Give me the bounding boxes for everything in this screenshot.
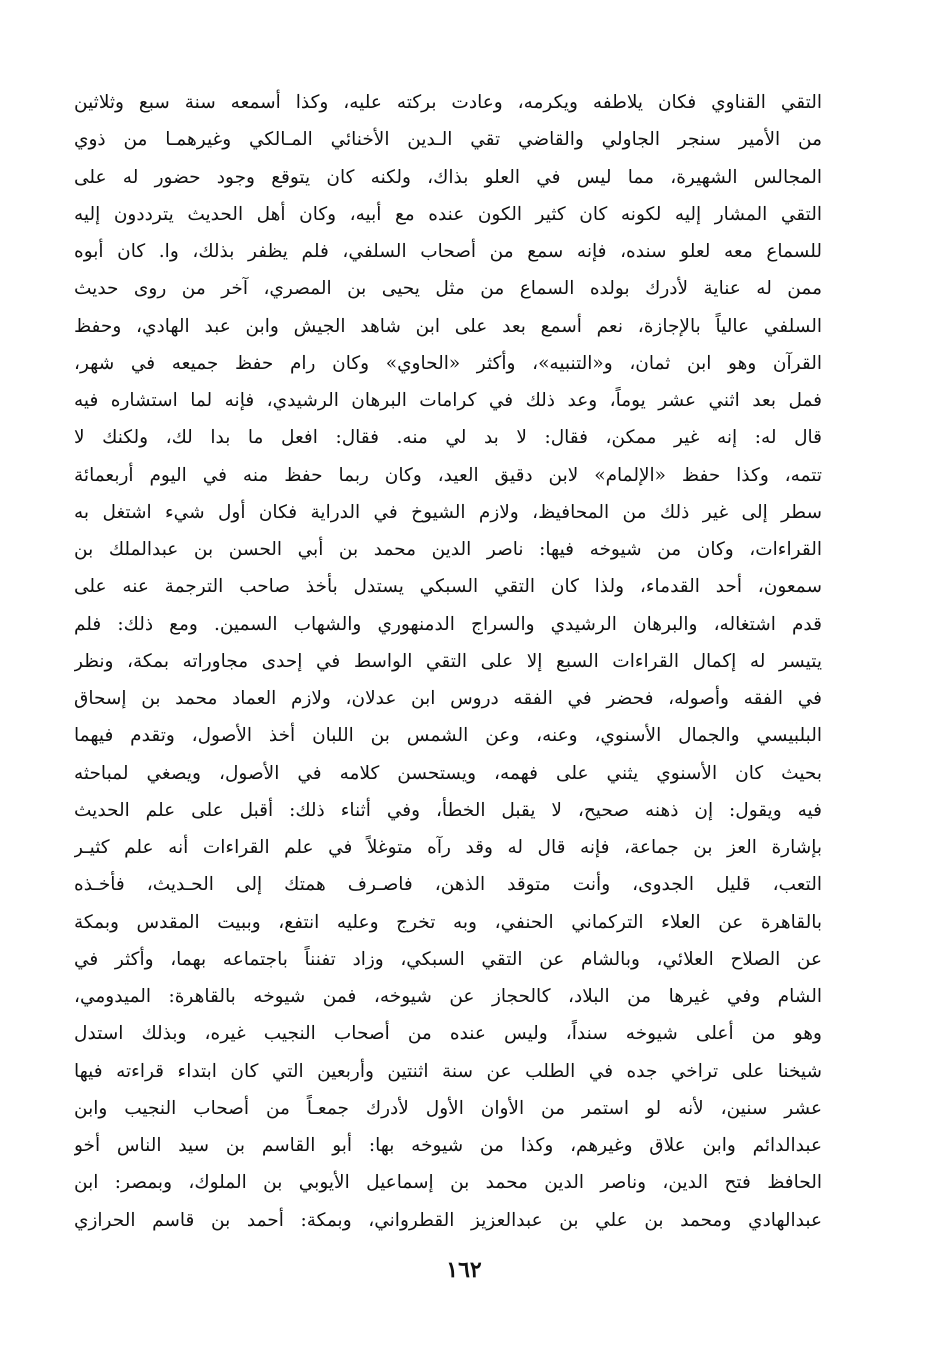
text-line: سطر إلى غير ذلك من المحافيظ، ولازم الشيوخ في الدراية فكان أول شيء اشتغل به <box>74 501 822 523</box>
body-text <box>74 84 822 1239</box>
text-line: في الفقه وأصوله، فحضر في الفقه دروس ابن عدلان، ولازم العماد محمد بن إسحاق <box>74 688 822 709</box>
text-line: السلفي عالياً بالإجازة، نعم أسمع بعد على ابن شاهد الجيش وابن عبد الهادي، وحفظ <box>74 315 822 337</box>
text-line: المجالس الشهيرة، مما ليس في العلو بذاك، ولكنه كان يتوقع وجود حضور له على <box>74 166 822 188</box>
text-line: تتمه، وكذا حفظ «الإلمام» لابن دقيق العيد، وكان ربما حفظ منه في اليوم أربعمائة <box>74 464 822 486</box>
text-line: يتيسر له إكمال القراءات السبع إلا على التقي الواسط في إحدى مجاوراته بمكة، ونظر <box>74 650 822 672</box>
text-line: بحيث كان الأسنوي يثني على فهمه، ويستحسن كلامه في الأصول، ويصغي لمباحثه <box>74 762 822 784</box>
text-line: البلبيسي والجمال الأسنوي، وعنه، وعن الشمس بن اللبان أخذ الأصول، وتقدم فيهما <box>74 725 822 747</box>
text-line: التعب، قليل الجدوى، وأنت متوقد الذهن، فاصـرف همتك إلى الحـديث، فأخـذه <box>74 874 822 896</box>
text-line: الحافظ فتح الدين، وناصر الدين محمد بن إسماعيل الأيوبي بن الملوك، وبمصر: ابن <box>74 1172 822 1194</box>
text-line: سمعون، أحد القدماء، ولذا كان التقي السبكي يستدل بأخذ صاحب الترجمة عنه على <box>74 576 822 598</box>
text-line: للسماع معه لعلو سنده، فإنه سمع من أصحاب السلفي، فلم يظفر بذلك، وا. كان أبوه <box>74 241 822 262</box>
text-line: القراءات، وكان من شيوخه فيها: ناصر الدين محمد بن أبي الحسن بن عبدالملك بن <box>74 539 822 560</box>
text-line: من الأمير سنجر الجاولي والقاضي تقي الـدين الأخنائي المـالكي وغيرهمـا من ذوي <box>74 129 822 151</box>
text-line: وهو من أعلى شيوخه سنداً، وليس عنده من أصحاب النجيب غيره، وبذلك استدل <box>74 1023 822 1045</box>
text-line: التقي القناوي فكان يلاطفه ويكرمه، وعادت بركته عليه، وكذا أسمعه سنة سبع وثلاثين <box>74 92 822 113</box>
text-line: عن الصلاح العلائي، وبالشام عن التقي السبكي، وزاد تفنناً باجتماعه بهما، وأكثر في <box>74 948 822 970</box>
text-line: ممن له عناية لأدرك بولده السماع من مثل يحيى بن المصري، آخر من روى حديث <box>74 278 822 300</box>
text-line: التقي المشار إليه لكونه كان كثير الكون عنده مع أبيه، وكان أهل الحديث يترددون إليه <box>74 203 822 225</box>
text-line: بالقاهرة عن العلاء التركماني الحنفي، وبه تخرج وعليه انتفع، وببيت المقدس وبمكة <box>74 911 822 933</box>
text-line: فيه ويقول: إن ذهنه صحيح، لا يقبل الخطأ، وفي أثناء ذلك: أقبل على علم الحديث <box>74 799 822 821</box>
text-line: بإشارة العز بن جماعة، فإنه قال له وقد رآه متوغلاً في علم القراءات أنه علم كثيـر <box>74 837 822 858</box>
text-line: شيخنا على تراخي جده في الطلب عن سنة اثنتين وأربعين التي كان ابتداء قراءته فيها <box>74 1060 822 1082</box>
text-line: عشر سنين، لأنه لو استمر من الأوان الأول لأدرك جمعـاً من أصحاب النجيب وابن <box>74 1097 822 1119</box>
text-line: عبدالهادي ومحمد بن علي بن عبدالعزيز القطرواني، وبمكة: أحمد بن قاسم الحرازي <box>74 1209 822 1231</box>
text-line: فمل بعد اثني عشر يوماً، وعد ذلك في كرامات البرهان الرشيدي، فإنه لما استشاره فيه <box>74 390 822 411</box>
text-line: عبدالدائم وابن علاق وغيرهم، وكذا من شيوخه بها: أبو القاسم بن سيد الناس أخو <box>74 1135 822 1156</box>
text-line: قال له: إنه غير ممكن، فقال: لا بد لي منه. فقال: افعل ما بدا لك، ولكنك لا <box>74 427 822 449</box>
page-number: ١٦٢ <box>446 1257 482 1283</box>
text-line: الشام وفي غيرها من البلاد، كالحجاز عن شيوخه، فمن شيوخه بالقاهرة: الميدومي، <box>74 986 822 1007</box>
text-line: قدم اشتغاله، والبرهان الرشيدي والسراج الدمنهوري والشهاب السمين. ومع ذلك: فلم <box>74 613 822 635</box>
text-line: القرآن وهو ابن ثمان، و«التنبيه»، وأكثر «الحاوي» وكان رام حفظ جميعه في شهر، <box>74 352 822 374</box>
